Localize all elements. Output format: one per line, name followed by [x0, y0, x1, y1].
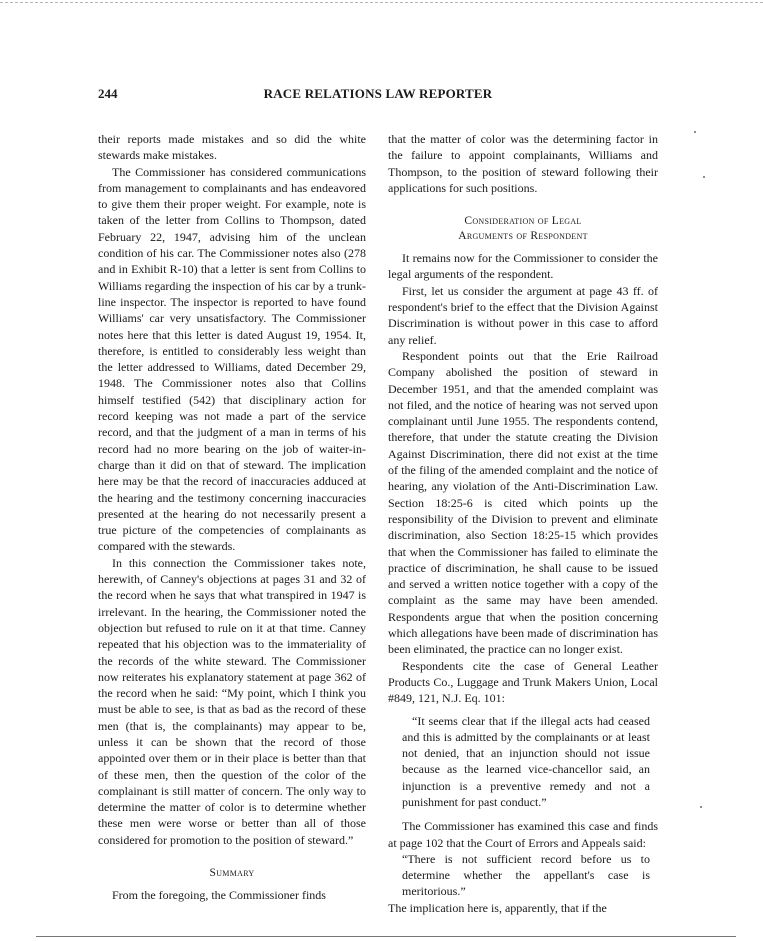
left-paragraph-2: The Commissioner has considered communications from management to complainants and has endeavored to give them their proper weight. For example, note is taken of the letter from Collins to Thompson, dated February 22, 1947, advising him of the unclean condition of his car. The Commissioner notes also (278 and in Exhibit R-10) that a letter is sent from Collins to Williams regarding the inspection of his car by a trunk-line inspector. The inspector is reported to have found Williams' car very unsatisfactory. The Commissioner notes here that this letter is dated August 19, 1954. It, therefore, is entitled to considerably less weight than the letter addressed to Williams, dated December 29, 1948. The Commissioner notes also that Collins himself testified (542) that disciplinary action for record keeping was not made a part of the service record, and that the judgment of a man in terms of his record had no more bearing on the job of waiter-in-charge than it did on that of steward. The implication here may be that the record of inaccuracies adduced at the hearing and the testimony concerning inaccuracies presented at the hearing do not necessarily present a true picture of the competencies of complainants as compared with the stewards.	[98, 164, 366, 554]
right-column	[388, 131, 658, 916]
right-paragraph-5: Respondents cite the case of General Leather Products Co., Luggage and Trunk Makers Union, Local #849, 121, N.J. Eq. 101:	[388, 658, 658, 706]
bottom-rule	[36, 936, 736, 937]
right-paragraph-7: The implication here is, apparently, that if the	[388, 900, 607, 915]
block-quote-2: “There is not sufficient record before us to determine whether the appellant's case is meritorious.”	[402, 851, 650, 899]
page-header	[98, 86, 658, 104]
right-paragraph-1: that the matter of color was the determining factor in the failure to appoint complainants, Williams and Thompson, to the position of steward following their applications for such positions.	[388, 132, 658, 195]
right-paragraph-2: It remains now for the Commissioner to consider the legal arguments of the respondent.	[388, 251, 658, 282]
page-number: 244	[98, 86, 118, 101]
running-head: RACE RELATIONS LAW REPORTER	[263, 86, 493, 101]
scan-speck	[694, 131, 696, 133]
left-column	[98, 131, 366, 903]
consideration-heading	[388, 214, 658, 244]
right-paragraph-6: The Commissioner has examined this case and finds at page 102 that the Court of Errors and Appeals said:	[388, 819, 658, 850]
block-quote-1: “It seems clear that if the illegal acts had ceased and this is admitted by the complainants or at least not denied, that an injunction should not issue because as the learned vice-chancellor said, an injunction is a preventive remedy and not a punishment for past conduct.”	[402, 713, 650, 809]
summary-heading: Summary	[209, 867, 255, 880]
left-paragraph-1: their reports made mistakes and so did the white stewards make mistakes.	[98, 132, 366, 163]
consideration-heading-line-1: Consideration of Legal	[464, 215, 582, 228]
scan-speck	[703, 176, 705, 178]
consideration-heading-line-2: Arguments of Respondent	[458, 230, 588, 243]
scan-speck	[700, 806, 702, 808]
left-paragraph-4: From the foregoing, the Commissioner finds	[112, 888, 326, 903]
right-paragraph-3: First, let us consider the argument at page 43 ff. of respondent's brief to the effect that the Division Against Discrimination is without power in this case to afford any relief.	[388, 283, 658, 347]
right-paragraph-4: Respondent points out that the Erie Railroad Company abolished the position of steward in December 1951, and that the amended complaint was not filed, and the notice of hearing was not served upon complainant until June 1955. The respondents contend, therefore, that under the statute creating the Division Against Discrimination, there did not exist at the time of the filing of the amended complaint and the notice of hearing, any violation of the Anti-Discrimination Law. Section 18:25-6 is cited which points up the responsibility of the Division to prevent and eliminate discrimination, also Section 18:25-15 which provides that when the Commissioner has failed to eliminate the practice of discrimination, he shall cause to be issued and served a written notice together with a copy of the complaint as the same may have been amended. Respondents argue that when the position concerning which allegations have been made of discrimination has been eliminated, the practice can no longer exist.	[388, 348, 658, 657]
page-top-edge	[0, 2, 763, 3]
left-paragraph-3: In this connection the Commissioner takes note, herewith, of Canney's objections at pages 31 and 32 of the record when he says that what transpired in 1947 is irrelevant. In the hearing, the Commissioner noted the objection but refused to rule on it at that time. Canney repeated that his objection was to the immateriality of the records of the white steward. The Commissioner now reiterates his explanatory statement at page 362 of the record when he said: “My point, which I think you must be able to see, is that as bad as the record of these men (that is, the complainants) may appear to be, unless it can be shown that the record of those appointed over them or in their place is better than that of these men, then the question of the color of the complainant is still matter of concern. The only way to determine the matter of color is to determine whether these men were worse or better than all of those considered for promotion to the position of steward.”	[98, 555, 366, 847]
